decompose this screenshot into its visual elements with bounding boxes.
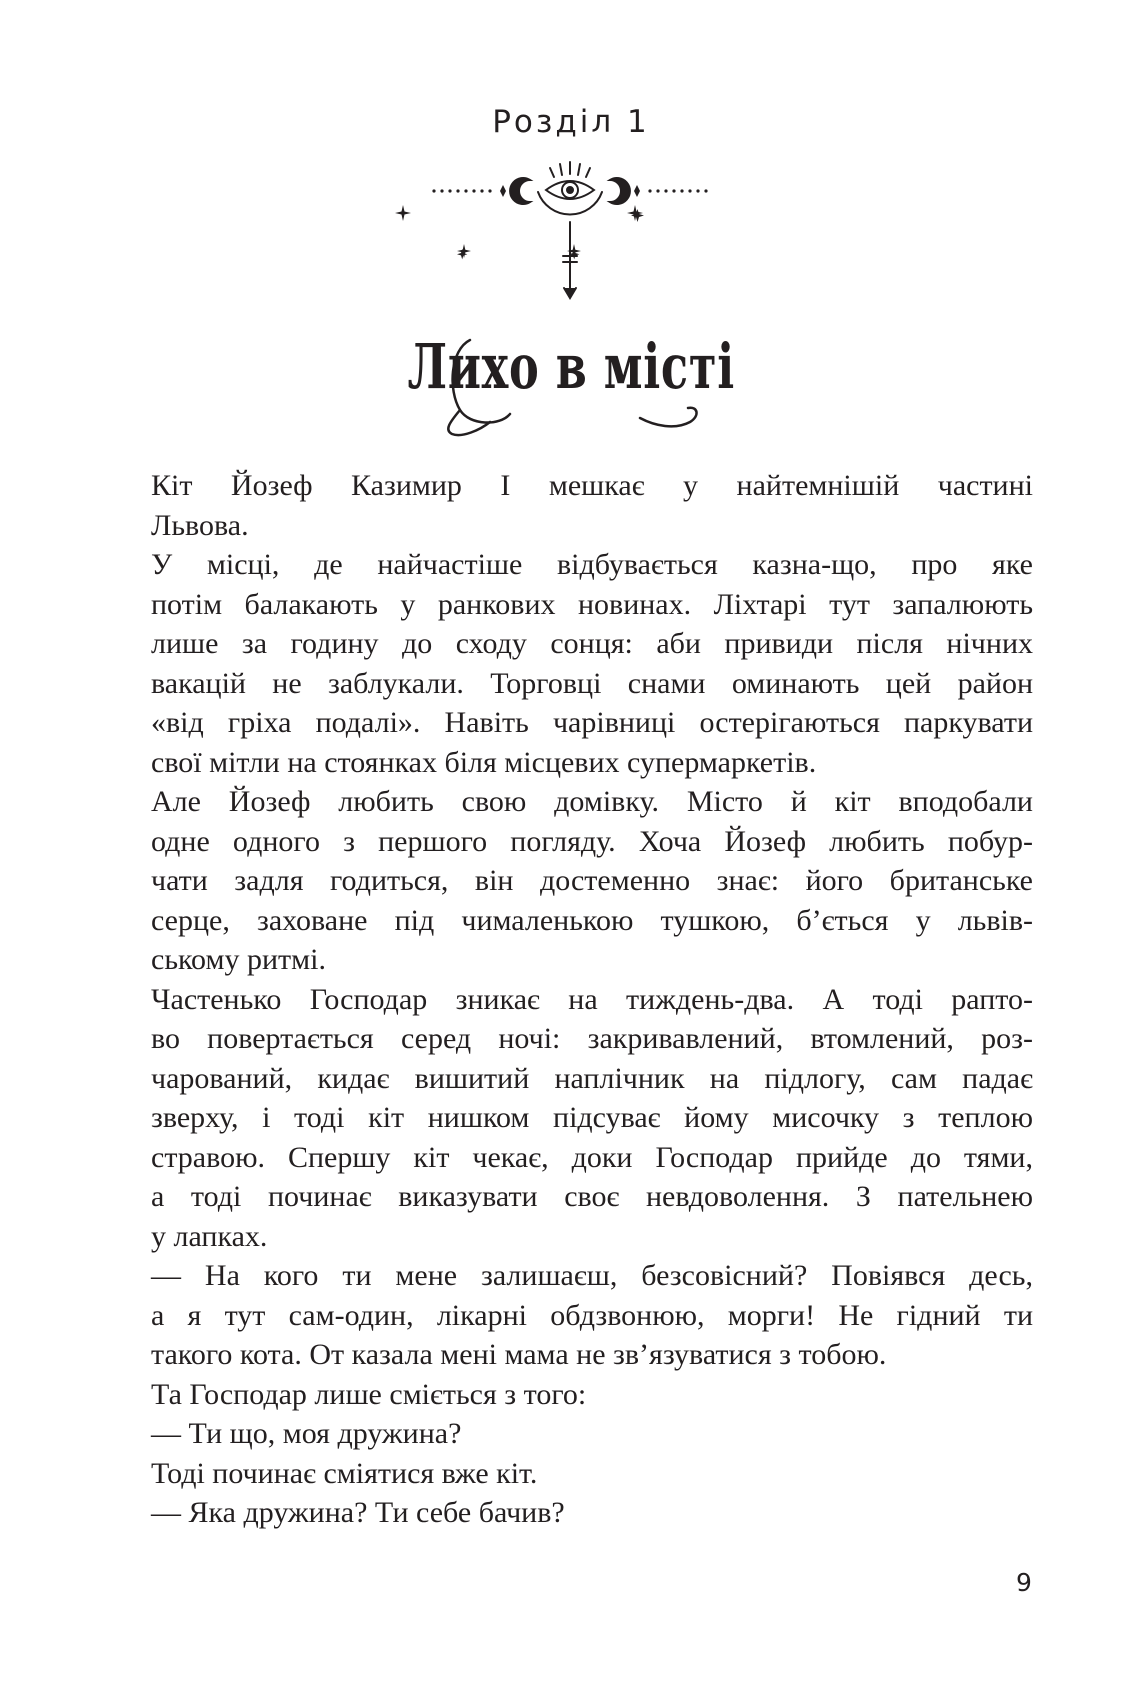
sparkle-small-left-icon — [457, 244, 471, 258]
chapter-label: Розділ 1 — [492, 104, 650, 140]
paragraph — [151, 1454, 1033, 1494]
text-line: Львова. — [151, 508, 249, 542]
text-line: — Ти що, моя дружина? — [151, 1417, 462, 1450]
sparkle-right-icon — [627, 205, 643, 221]
text-line: чарований, кидає вишитий наплічник на підлогу, сам падає — [151, 1061, 1033, 1095]
text-line: вакацій не заблукали. Торговці снами оминають цей район — [151, 666, 1033, 700]
paragraph — [151, 1256, 1033, 1375]
text-line: одне одного з першого погляду. Хоча Йозеф любить побур- — [151, 824, 1033, 858]
text-line: Та Господар лише сміється з того: — [151, 1377, 587, 1411]
paragraph — [151, 1414, 1033, 1454]
text-line: Але Йозеф любить свою домівку. Місто й кіт вподобали — [151, 785, 1033, 818]
text-line: чати задля годиться, він достеменно знає: його британське — [151, 864, 1033, 897]
sparkle-left-icon — [395, 205, 411, 221]
sparkle-small-right-icon — [567, 244, 581, 258]
text-line: зверху, і тоді кіт нишком підсуває йому мисочку з теплою — [151, 1101, 1033, 1134]
text-line: Тоді починає сміятися вже кіт. — [151, 1456, 538, 1490]
text-line: потім балакають у ранкових новинах. Ліхтарі тут запалюють — [151, 587, 1033, 621]
text-line: такого кота. От казала мені мама не зв’язуватися з тобою. — [151, 1338, 887, 1371]
text-line: а тоді починає виказувати своє невдоволення. З пательнею — [151, 1180, 1033, 1213]
paragraph — [151, 782, 1033, 980]
text-line: серце, заховане під чималенькою тушкою, б’ється у львів- — [151, 903, 1033, 937]
text-line: Частенько Господар зникає на тиждень-два. А тоді рапто- — [151, 982, 1033, 1016]
chapter-title-text: Лихо в місті — [407, 330, 735, 403]
body-text — [151, 466, 1033, 1533]
text-line: стравою. Спершу кіт чекає, доки Господар прийде до тями, — [151, 1140, 1033, 1174]
paragraph — [151, 980, 1033, 1257]
paragraph — [151, 545, 1033, 782]
text-line: у лапках. — [151, 1219, 268, 1253]
text-line: а я тут сам-один, лікарні обдзвонюю, морги! Не гідний ти — [151, 1298, 1033, 1332]
text-line: У місці, де найчастіше відбувається казна-що, про яке — [151, 548, 1033, 581]
text-line: «від гріха подалі». Навіть чарівниці остерігаються паркувати — [151, 706, 1033, 739]
chapter-title — [0, 330, 1142, 403]
text-line: — Яка дружина? Ти себе бачив? — [151, 1496, 565, 1529]
text-line: — На кого ти мене залишаєш, безсовісний? Повіявся десь, — [151, 1259, 1033, 1292]
page-number: 9 — [1016, 1568, 1032, 1597]
text-line: во повертається серед ночі: закривавлений, втомлений, роз- — [151, 1022, 1033, 1055]
paragraph — [151, 466, 1033, 545]
paragraph — [151, 1493, 1033, 1533]
text-line: ському ритмі. — [151, 943, 326, 976]
text-line: свої мітли на стоянках біля місцевих супермаркетів. — [151, 745, 817, 779]
paragraph — [151, 1375, 1033, 1415]
text-line: лише за годину до сходу сонця: аби привиди після нічних — [151, 627, 1033, 660]
text-line: Кіт Йозеф Казимир І мешкає у найтемнішій частині — [151, 469, 1033, 502]
